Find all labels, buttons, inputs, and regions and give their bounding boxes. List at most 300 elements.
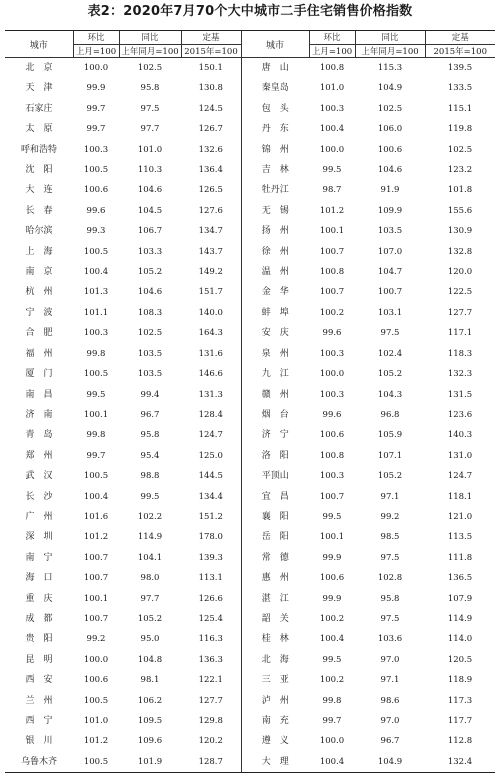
right-fixed-value: 118.9 (447, 675, 473, 686)
right-mom-value: 100.4 (319, 124, 345, 135)
table-row (5, 466, 495, 486)
right-fixed-value: 117.7 (447, 716, 473, 726)
header-fixed-base-left: 2015年=100 (181, 44, 241, 58)
left-yoy-value: 104.1 (137, 552, 163, 563)
left-city-name: 西 宁 (25, 716, 53, 726)
right-fixed-value: 114.0 (447, 634, 473, 645)
right-yoy-value: 102.5 (377, 103, 403, 114)
left-city-name: 长 春 (25, 205, 53, 216)
right-yoy-value: 104.3 (377, 389, 403, 400)
right-fixed-value: 118.3 (447, 348, 473, 359)
left-fixed-value: 124.5 (198, 103, 223, 114)
right-yoy-value: 106.0 (377, 124, 403, 135)
right-yoy-value: 95.8 (380, 593, 400, 604)
left-yoy-value: 109.5 (137, 716, 163, 726)
left-mom-value: 100.6 (83, 675, 109, 686)
left-mom-value: 100.1 (83, 409, 109, 420)
right-yoy-value: 115.3 (377, 63, 403, 73)
left-fixed-value: 143.7 (198, 246, 223, 257)
right-fixed-value: 120.0 (447, 267, 473, 278)
left-fixed-value: 129.8 (198, 716, 223, 726)
right-city-name: 北 海 (241, 650, 309, 670)
right-fixed-value: 136.5 (447, 573, 473, 584)
right-mom-value: 100.6 (319, 573, 345, 584)
right-fixed-value: 102.5 (447, 144, 473, 155)
left-city-name: 长 沙 (25, 491, 53, 502)
left-mom-value: 99.7 (86, 103, 106, 114)
right-city-name: 岳 阳 (241, 527, 309, 547)
left-mom-value: 100.0 (83, 63, 109, 73)
right-yoy-value: 97.1 (380, 491, 400, 502)
table-row (5, 160, 495, 180)
left-mom-value: 99.3 (86, 226, 106, 237)
right-fixed-value: 112.8 (447, 736, 473, 747)
right-yoy-value: 98.6 (380, 695, 400, 706)
left-mom-value: 101.1 (83, 307, 109, 318)
left-fixed-value: 127.7 (198, 695, 223, 706)
left-city-name: 呼和浩特 (20, 144, 57, 155)
table-row (5, 303, 495, 323)
left-city-name: 成 都 (25, 613, 53, 624)
table-row (5, 221, 495, 241)
left-yoy-value: 102.5 (137, 63, 163, 73)
right-fixed-value: 139.5 (447, 63, 473, 73)
left-yoy-value: 105.2 (137, 267, 163, 278)
left-city-name: 北 京 (25, 63, 53, 73)
right-fixed-value: 123.2 (447, 165, 473, 176)
left-city-name: 乌鲁木齐 (5, 752, 73, 773)
left-mom-value: 100.4 (83, 491, 109, 502)
right-fixed-value: 117.3 (447, 695, 473, 706)
left-mom-value: 100.5 (83, 471, 109, 482)
left-yoy-value: 102.5 (137, 328, 163, 339)
right-mom-value: 100.1 (319, 226, 345, 237)
left-city-name: 深 圳 (25, 532, 53, 543)
right-mom-value: 100.7 (319, 287, 345, 298)
right-fixed-value: 118.1 (447, 491, 473, 502)
header-yoy-right: 同比 (355, 31, 425, 45)
right-fixed-value: 123.6 (447, 409, 473, 420)
right-yoy-value: 103.1 (377, 307, 403, 318)
right-yoy-value: 96.7 (380, 736, 400, 747)
right-fixed-value: 117.1 (447, 328, 473, 339)
right-mom-value: 100.4 (309, 752, 355, 773)
right-fixed-value: 124.7 (447, 471, 473, 482)
header-yoy-base-left: 上年同月=100 (119, 44, 181, 58)
right-yoy-value: 109.9 (377, 205, 403, 216)
right-yoy-value: 97.1 (380, 675, 400, 686)
right-mom-value: 100.2 (319, 307, 345, 318)
right-mom-value: 99.5 (322, 511, 342, 522)
right-fixed-value: 155.6 (447, 205, 473, 216)
right-fixed-value: 132.8 (447, 246, 473, 257)
table-row (5, 548, 495, 568)
left-mom-value: 100.3 (83, 144, 109, 155)
right-mom-value: 100.3 (319, 471, 345, 482)
right-city-name: 安 庆 (241, 323, 309, 343)
left-mom-value: 100.5 (83, 695, 109, 706)
left-yoy-value: 97.7 (140, 124, 160, 135)
right-city-name: 徐 州 (241, 242, 309, 262)
left-fixed-value: 122.1 (198, 675, 223, 686)
left-city-name: 重 庆 (25, 593, 53, 604)
left-fixed-value: 164.3 (198, 328, 223, 339)
table-row (5, 242, 495, 262)
left-mom-value: 100.5 (83, 246, 109, 257)
header-mom-base-left: 上月=100 (73, 44, 119, 58)
right-city-name: 大 理 (241, 752, 309, 773)
right-mom-value: 100.3 (319, 103, 345, 114)
table-row (5, 670, 495, 690)
left-city-name: 青 岛 (25, 430, 53, 441)
left-mom-value: 99.2 (86, 634, 106, 645)
right-yoy-value: 107.0 (377, 246, 403, 257)
left-city-name: 合 肥 (25, 328, 53, 339)
right-mom-value: 100.0 (319, 369, 345, 380)
left-mom-value: 101.2 (83, 736, 109, 747)
table-row (5, 282, 495, 302)
right-city-name: 包 头 (241, 99, 309, 119)
left-yoy-value: 106.7 (137, 226, 163, 237)
right-city-name: 泸 州 (241, 691, 309, 711)
right-city-name: 赣 州 (241, 385, 309, 405)
right-yoy-value: 102.4 (377, 348, 403, 359)
right-city-name: 湛 江 (241, 589, 309, 609)
right-fixed-value: 115.1 (447, 103, 473, 114)
right-yoy-value: 102.8 (377, 573, 403, 584)
right-city-name: 平顶山 (241, 466, 309, 486)
left-yoy-value: 102.2 (137, 511, 163, 522)
left-city-name: 福 州 (25, 348, 53, 359)
right-mom-value: 100.2 (319, 613, 345, 624)
left-mom-value: 100.7 (83, 573, 109, 584)
left-mom-value: 100.7 (83, 552, 109, 563)
right-mom-value: 100.0 (319, 144, 345, 155)
left-fixed-value: 124.7 (198, 430, 223, 441)
right-yoy-value: 99.2 (380, 511, 400, 522)
right-city-name: 锦 州 (241, 140, 309, 160)
right-city-name: 扬 州 (241, 221, 309, 241)
right-yoy-value: 96.8 (380, 409, 400, 420)
right-fixed-value: 122.5 (447, 287, 473, 298)
right-fixed-value: 114.9 (447, 613, 473, 624)
right-yoy-value: 105.2 (377, 471, 403, 482)
right-mom-value: 100.3 (319, 348, 345, 359)
header-fixed-base-right: 2015年=100 (425, 44, 495, 58)
left-city-name: 哈尔滨 (25, 226, 53, 237)
left-city-name: 贵 阳 (25, 634, 53, 645)
right-fixed-value: 140.3 (447, 430, 473, 441)
header-yoy-base-right: 上年同月=100 (355, 44, 425, 58)
price-index-table (5, 30, 495, 773)
right-yoy-value: 105.2 (377, 369, 403, 380)
left-fixed-value: 131.6 (198, 348, 223, 359)
right-city-name: 济 宁 (241, 425, 309, 445)
table-row (5, 262, 495, 282)
table-row (5, 487, 495, 507)
left-mom-value: 99.8 (86, 430, 106, 441)
table-row (5, 609, 495, 629)
left-yoy-value: 97.5 (140, 103, 160, 114)
left-fixed-value: 126.7 (198, 124, 223, 135)
right-fixed-value: 113.5 (447, 532, 473, 543)
right-yoy-value: 100.7 (377, 287, 403, 298)
table-row (5, 752, 495, 773)
table-row (5, 323, 495, 343)
right-mom-value: 100.8 (319, 450, 345, 461)
left-city-name: 天 津 (25, 83, 53, 94)
table-row (5, 650, 495, 670)
table-row (5, 568, 495, 588)
right-city-name: 蚌 埠 (241, 303, 309, 323)
table-row (5, 140, 495, 160)
table-row (5, 446, 495, 466)
left-fixed-value: 132.6 (198, 144, 223, 155)
right-city-name: 三 亚 (241, 670, 309, 690)
right-city-name: 泉 州 (241, 344, 309, 364)
left-fixed-value: 128.4 (198, 409, 223, 420)
left-city-name: 石家庄 (25, 103, 53, 114)
left-mom-value: 100.1 (83, 593, 109, 604)
right-mom-value: 99.6 (322, 409, 342, 420)
table-row (5, 691, 495, 711)
right-mom-value: 99.9 (322, 552, 342, 563)
right-fixed-value: 130.9 (447, 226, 473, 237)
left-fixed-value: 134.7 (198, 226, 223, 237)
right-city-name: 常 德 (241, 548, 309, 568)
right-city-name: 金 华 (241, 282, 309, 302)
table-row (5, 364, 495, 384)
right-city-name: 遵 义 (241, 731, 309, 751)
header-city-left: 城市 (5, 31, 73, 58)
left-city-name: 海 口 (25, 573, 53, 584)
left-yoy-value: 104.5 (137, 205, 163, 216)
right-mom-value: 99.7 (322, 716, 342, 726)
table-row (5, 507, 495, 527)
right-fixed-value: 131.0 (447, 450, 473, 461)
right-yoy-value: 100.6 (377, 144, 403, 155)
left-mom-value: 99.8 (86, 348, 106, 359)
left-yoy-value: 110.3 (137, 165, 163, 176)
right-city-name: 九 江 (241, 364, 309, 384)
left-city-name: 西 安 (25, 675, 53, 686)
right-mom-value: 99.9 (322, 593, 342, 604)
table-row (5, 58, 495, 79)
right-city-name: 丹 东 (241, 119, 309, 139)
right-city-name: 无 锡 (241, 201, 309, 221)
left-city-name: 银 川 (25, 736, 53, 747)
left-mom-value: 100.7 (83, 613, 109, 624)
right-yoy-value: 98.5 (380, 532, 400, 543)
right-mom-value: 99.8 (322, 695, 342, 706)
left-fixed-value: 140.0 (198, 307, 223, 318)
right-city-name: 秦皇岛 (241, 78, 309, 98)
left-mom-value: 101.0 (83, 716, 109, 726)
left-city-name: 昆 明 (25, 654, 53, 665)
left-yoy-value: 97.7 (140, 593, 160, 604)
table-row (5, 405, 495, 425)
left-mom-value: 99.7 (86, 124, 106, 135)
left-fixed-value: 116.3 (198, 634, 223, 645)
left-yoy-value: 99.4 (140, 389, 160, 400)
table-row (5, 119, 495, 139)
table-row (5, 201, 495, 221)
left-city-name: 上 海 (25, 246, 53, 257)
left-city-name: 武 汉 (25, 471, 53, 482)
right-yoy-value: 91.9 (380, 185, 400, 196)
left-fixed-value: 126.5 (198, 185, 223, 196)
table-row (5, 385, 495, 405)
left-fixed-value: 136.4 (198, 165, 223, 176)
left-mom-value: 101.2 (83, 532, 109, 543)
left-fixed-value: 146.6 (198, 369, 223, 380)
left-city-name: 大 连 (25, 185, 53, 196)
right-yoy-value: 97.5 (380, 613, 400, 624)
right-city-name: 吉 林 (241, 160, 309, 180)
right-city-name: 襄 阳 (241, 507, 309, 527)
left-yoy-value: 103.5 (137, 348, 163, 359)
right-city-name: 宜 昌 (241, 487, 309, 507)
right-mom-value: 100.6 (319, 430, 345, 441)
right-city-name: 桂 林 (241, 629, 309, 649)
right-yoy-value: 104.6 (377, 165, 403, 176)
left-yoy-value: 95.8 (140, 83, 160, 94)
left-fixed-value: 144.5 (198, 471, 223, 482)
left-mom-value: 100.3 (83, 328, 109, 339)
left-mom-value: 100.5 (83, 369, 109, 380)
right-mom-value: 100.8 (319, 63, 345, 73)
left-city-name: 南 昌 (25, 389, 53, 400)
left-fixed-value: 120.2 (198, 736, 223, 747)
left-city-name: 宁 波 (25, 307, 53, 318)
left-yoy-value: 99.5 (140, 491, 160, 502)
left-fixed-value: 131.3 (198, 389, 223, 400)
right-yoy-value: 97.5 (380, 552, 400, 563)
left-mom-value: 99.6 (86, 205, 106, 216)
header-fixed-right: 定基 (425, 31, 495, 45)
header-mom-base-right: 上月=100 (309, 44, 355, 58)
left-city-name: 太 原 (25, 124, 53, 135)
left-mom-value: 101.3 (83, 287, 109, 298)
right-city-name: 洛 阳 (241, 446, 309, 466)
right-yoy-value: 103.6 (377, 634, 403, 645)
left-mom-value: 99.5 (86, 389, 106, 400)
left-fixed-value: 136.3 (198, 654, 223, 665)
table-row (5, 78, 495, 98)
right-city-name: 牡丹江 (241, 180, 309, 200)
left-yoy-value: 103.5 (137, 369, 163, 380)
table-body (5, 58, 495, 773)
right-fixed-value: 121.0 (447, 511, 473, 522)
right-mom-value: 101.0 (319, 83, 345, 94)
right-fixed-value: 127.7 (447, 307, 473, 318)
table-row (5, 711, 495, 731)
left-fixed-value: 134.4 (198, 491, 223, 502)
table-row (5, 425, 495, 445)
right-city-name: 温 州 (241, 262, 309, 282)
left-city-name: 兰 州 (25, 695, 53, 706)
header-yoy-left: 同比 (119, 31, 181, 45)
left-city-name: 济 南 (25, 409, 53, 420)
table-row (5, 344, 495, 364)
right-mom-value: 99.6 (322, 328, 342, 339)
left-yoy-value: 95.4 (140, 450, 160, 461)
left-mom-value: 100.6 (83, 185, 109, 196)
right-mom-value: 100.4 (319, 634, 345, 645)
header-mom-right: 环比 (309, 31, 355, 45)
left-city-name: 厦 门 (25, 369, 53, 380)
left-yoy-value: 106.2 (137, 695, 163, 706)
table-title: 表2：2020年7月70个大中城市二手住宅销售价格指数 (87, 4, 413, 19)
right-yoy-value: 107.1 (377, 450, 403, 461)
right-mom-value: 100.1 (319, 532, 345, 543)
right-mom-value: 99.5 (322, 165, 342, 176)
right-mom-value: 99.5 (322, 654, 342, 665)
right-fixed-value: 111.8 (447, 552, 473, 563)
left-city-name: 郑 州 (25, 450, 53, 461)
left-mom-value: 99.7 (86, 450, 106, 461)
right-mom-value: 100.7 (319, 491, 345, 502)
left-fixed-value: 125.4 (198, 613, 223, 624)
left-city-name: 沈 阳 (25, 165, 53, 176)
left-yoy-value: 96.7 (140, 409, 160, 420)
right-yoy-value: 103.5 (377, 226, 403, 237)
left-fixed-value: 151.7 (198, 287, 223, 298)
left-yoy-value: 101.0 (137, 144, 163, 155)
left-city-name: 南 宁 (25, 552, 53, 563)
right-yoy-value: 105.9 (377, 430, 403, 441)
right-mom-value: 98.7 (322, 185, 342, 196)
right-mom-value: 100.8 (319, 267, 345, 278)
right-city-name: 唐 山 (241, 58, 309, 79)
left-yoy-value: 104.8 (137, 654, 163, 665)
left-yoy-value: 108.3 (137, 307, 163, 318)
right-yoy-value: 104.7 (377, 267, 403, 278)
left-city-name: 南 京 (25, 267, 53, 278)
right-yoy-value: 104.9 (377, 83, 403, 94)
left-yoy-value: 103.3 (137, 246, 163, 257)
left-fixed-value: 149.2 (198, 267, 223, 278)
left-fixed-value: 139.3 (198, 552, 223, 563)
left-fixed-value: 150.1 (198, 63, 223, 73)
header-mom-left: 环比 (73, 31, 119, 45)
left-yoy-value: 109.6 (137, 736, 163, 747)
left-fixed-value: 127.6 (198, 205, 223, 216)
left-mom-value: 100.4 (83, 267, 109, 278)
left-mom-value: 100.0 (83, 654, 109, 665)
left-yoy-value: 101.9 (119, 752, 181, 773)
header-fixed-left: 定基 (181, 31, 241, 45)
table-row (5, 99, 495, 119)
left-yoy-value: 95.0 (140, 634, 160, 645)
table-row (5, 629, 495, 649)
left-yoy-value: 104.6 (137, 185, 163, 196)
right-mom-value: 100.7 (319, 246, 345, 257)
left-yoy-value: 104.6 (137, 287, 163, 298)
right-city-name: 韶 关 (241, 609, 309, 629)
right-fixed-value: 132.3 (447, 369, 473, 380)
right-mom-value: 100.0 (319, 736, 345, 747)
right-yoy-value: 104.9 (355, 752, 425, 773)
left-fixed-value: 178.0 (198, 532, 223, 543)
right-yoy-value: 97.5 (380, 328, 400, 339)
right-mom-value: 100.2 (319, 675, 345, 686)
right-yoy-value: 97.0 (380, 716, 400, 726)
left-yoy-value: 95.8 (140, 430, 160, 441)
left-yoy-value: 98.0 (140, 573, 160, 584)
left-fixed-value: 130.8 (198, 83, 223, 94)
left-mom-value: 100.5 (83, 165, 109, 176)
